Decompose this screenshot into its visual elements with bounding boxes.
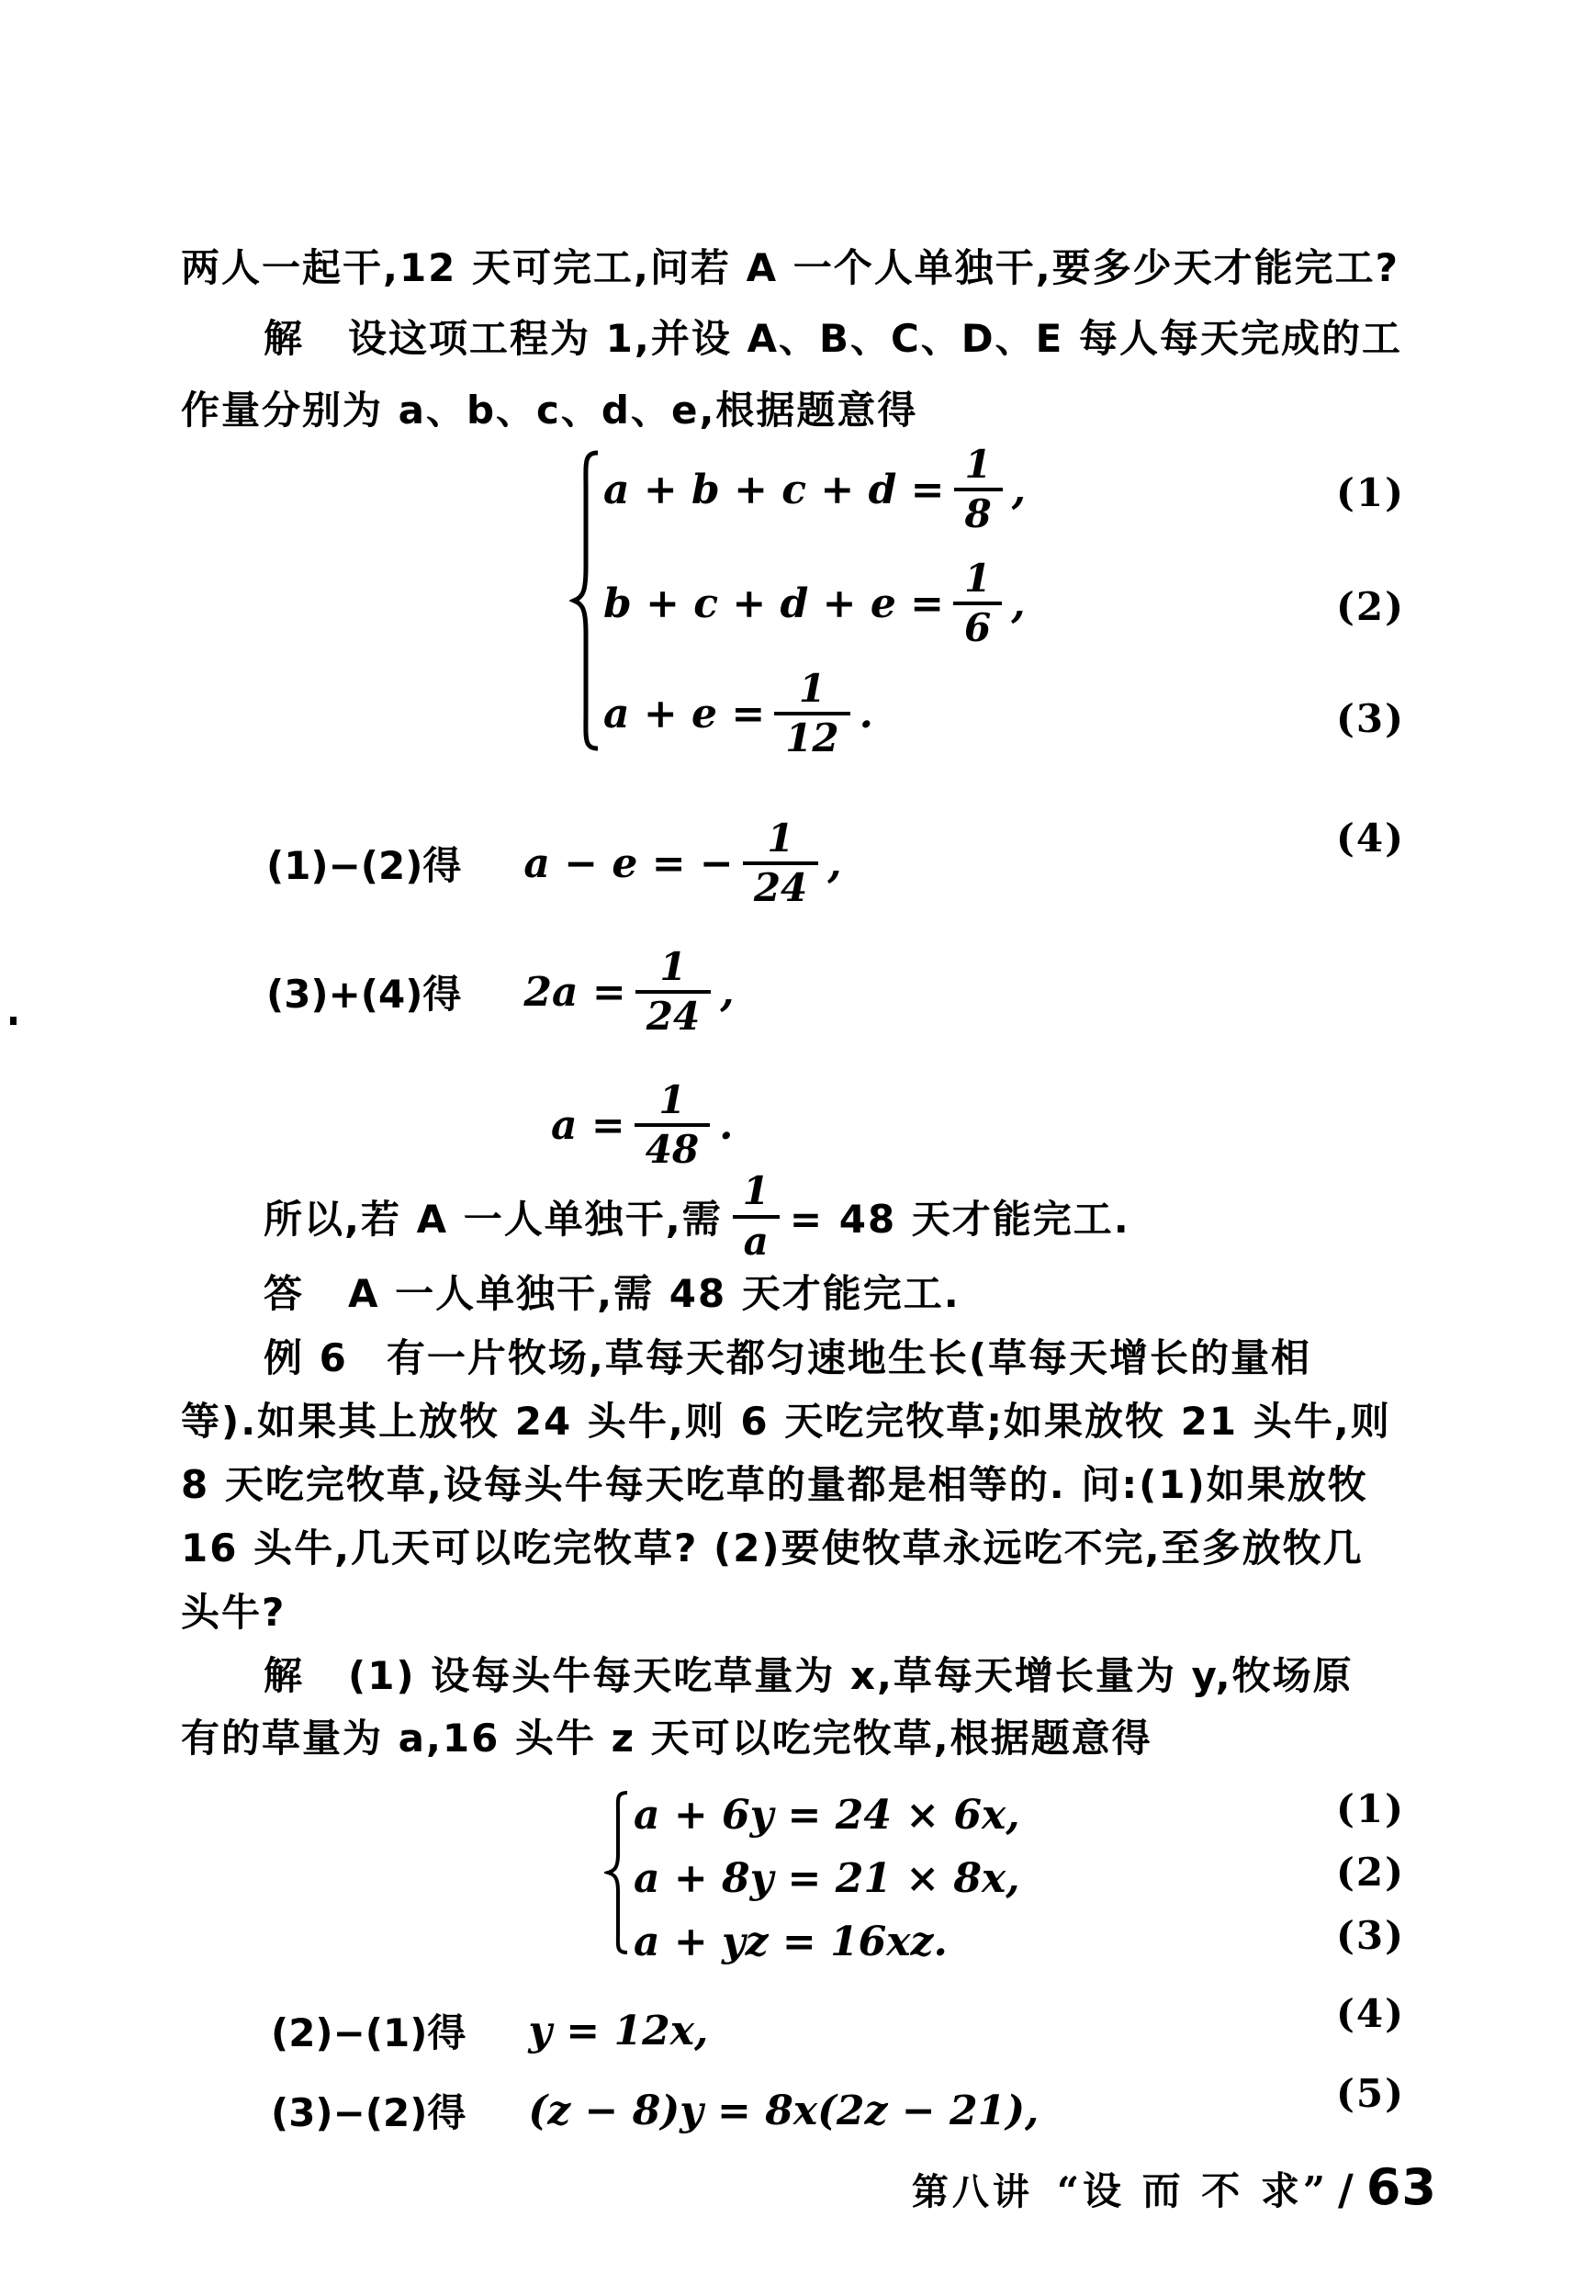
equation-row <box>634 1856 1020 1900</box>
text-line <box>181 384 917 432</box>
fraction-numerator: 1 <box>964 555 992 601</box>
equation-tail: . <box>859 690 873 737</box>
answer-label: 答 <box>264 1271 305 1316</box>
text-line <box>264 1267 961 1315</box>
fraction-numerator: 1 <box>798 665 826 711</box>
footer-chapter: 第八讲 <box>911 2171 1033 2213</box>
equation-text: a + 6y = 24 × 6x, <box>634 1791 1020 1839</box>
equation-row <box>603 557 1026 649</box>
fraction <box>635 1076 710 1172</box>
paragraph-text: 作量分别为 a、b、c、d、e,根据题意得 <box>181 388 918 433</box>
paragraph-text: 等).如果其上放牧 24 头牛,则 6 天吃完牧草;如果放牧 21 头牛,则 <box>181 1399 1391 1444</box>
equation-tail: . <box>719 1101 734 1149</box>
equation-tail: , <box>1011 580 1026 627</box>
equation-row <box>603 665 873 760</box>
derivation-row <box>271 2088 1039 2133</box>
paragraph-text: 两人一起干,12 天可完工,问若 A 一个人单独干,要多少天才能完工? <box>181 245 1400 290</box>
derivation-row <box>271 2008 708 2054</box>
fraction-denominator: 24 <box>743 861 818 908</box>
text-line <box>181 1522 1364 1570</box>
paragraph-text: 头牛? <box>181 1590 287 1635</box>
fraction <box>954 441 1003 536</box>
paragraph-text: 有的草量为 a,16 头牛 z 天可以吃完牧草,根据题意得 <box>181 1716 1152 1761</box>
equation-number: (1) <box>1336 1786 1405 1831</box>
text-line <box>181 1586 286 1634</box>
equation-row <box>603 441 1027 536</box>
derivation-label: (2)−(1)得 <box>271 2010 466 2055</box>
equation-text: y = 12x, <box>528 2007 709 2054</box>
equation-number: (1) <box>1336 470 1405 515</box>
equation-lhs: a − e = − <box>523 839 734 887</box>
derivation-label: (1)−(2)得 <box>266 843 462 888</box>
fraction-denominator: 8 <box>954 488 1003 535</box>
footer-chapter-title: “设 而 不 求” <box>1056 2168 1330 2213</box>
equation-lhs: a + e = <box>603 690 766 737</box>
equation-number: (2) <box>1336 1850 1405 1895</box>
equation-tail: , <box>827 839 842 887</box>
paragraph-text: (1) 设每头牛每天吃草量为 x,草每天增长量为 y,牧场原 <box>348 1653 1354 1698</box>
fraction <box>635 943 711 1039</box>
equation-lhs: b + c + d + e = <box>603 580 945 627</box>
paragraph-text: = 48 天才能完工. <box>789 1196 1130 1242</box>
text-line <box>181 1395 1391 1443</box>
fraction-denominator: a <box>733 1215 780 1262</box>
equation-number: (4) <box>1336 816 1405 861</box>
derivation-label: (3)−(2)得 <box>271 2090 466 2135</box>
text-line <box>264 1649 1354 1697</box>
fraction <box>732 1168 781 1264</box>
equation-number: (5) <box>1336 2071 1405 2116</box>
equation-number: (4) <box>1336 1991 1405 2036</box>
page-footer <box>912 2158 1437 2216</box>
text-line <box>181 1458 1368 1506</box>
paragraph-text: A 一人单独干,需 48 天才能完工. <box>348 1271 961 1316</box>
derivation-row <box>266 813 842 914</box>
fraction-denominator: 48 <box>635 1123 710 1170</box>
text-line <box>264 1168 1130 1265</box>
equation-lhs: 2a = <box>523 968 626 1016</box>
fraction-numerator: 1 <box>658 1076 686 1122</box>
scan-ink-dot <box>10 1017 17 1025</box>
fraction <box>774 665 849 760</box>
equation-lhs: a = <box>551 1101 625 1149</box>
derivation-row <box>266 941 735 1042</box>
equation-tail: , <box>720 968 735 1016</box>
equation-text: (z − 8)y = 8x(2z − 21), <box>528 2087 1040 2134</box>
equation-number: (3) <box>1336 1913 1405 1958</box>
text-line <box>264 1332 1311 1379</box>
fraction-denominator: 6 <box>953 602 1002 648</box>
fraction-numerator: 1 <box>742 1168 770 1214</box>
fraction <box>743 815 818 910</box>
fraction-numerator: 1 <box>659 943 687 989</box>
paragraph-text: 16 头牛,几天可以吃完牧草? (2)要使牧草永远吃不完,至多放牧几 <box>181 1525 1364 1570</box>
equation-number: (2) <box>1336 584 1405 629</box>
paragraph-text: 8 天吃完牧草,设每头牛每天吃草的量都是相等的. 问:(1)如果放牧 <box>181 1462 1368 1507</box>
fraction-denominator: 12 <box>774 712 849 759</box>
equation-number: (3) <box>1336 696 1405 741</box>
paragraph-text: 设这项工程为 1,并设 A、B、C、D、E 每人每天完成的工 <box>348 316 1402 361</box>
equation-lhs: a + b + c + d = <box>603 466 945 513</box>
paragraph-text: 有一片牧场,草每天都匀速地生长(草每天增长的量相 <box>386 1335 1312 1380</box>
equation-row <box>634 1919 948 1964</box>
derivation-row <box>551 1075 733 1176</box>
equation-row <box>634 1793 1020 1837</box>
fraction <box>953 555 1002 650</box>
system-brace <box>604 1791 630 1954</box>
equation-tail: , <box>1011 466 1027 513</box>
footer-separator: / <box>1338 2165 1354 2214</box>
derivation-label: (3)+(4)得 <box>266 972 462 1017</box>
equation-text: a + yz = 16xz. <box>634 1918 948 1965</box>
solution-label: 解 <box>264 1653 305 1698</box>
solution-label: 解 <box>264 316 305 361</box>
equation-text: a + 8y = 21 × 8x, <box>634 1854 1020 1902</box>
footer-page-number: 63 <box>1366 2158 1437 2216</box>
text-line <box>181 1712 1152 1760</box>
system-brace <box>569 450 601 751</box>
paragraph-text: 所以,若 A 一人单独干,需 <box>264 1196 723 1242</box>
example-label: 例 6 <box>264 1335 348 1380</box>
text-line <box>181 242 1399 289</box>
fraction-numerator: 1 <box>767 815 794 861</box>
text-line <box>264 312 1402 360</box>
fraction-denominator: 24 <box>635 990 711 1037</box>
fraction-numerator: 1 <box>964 441 992 487</box>
